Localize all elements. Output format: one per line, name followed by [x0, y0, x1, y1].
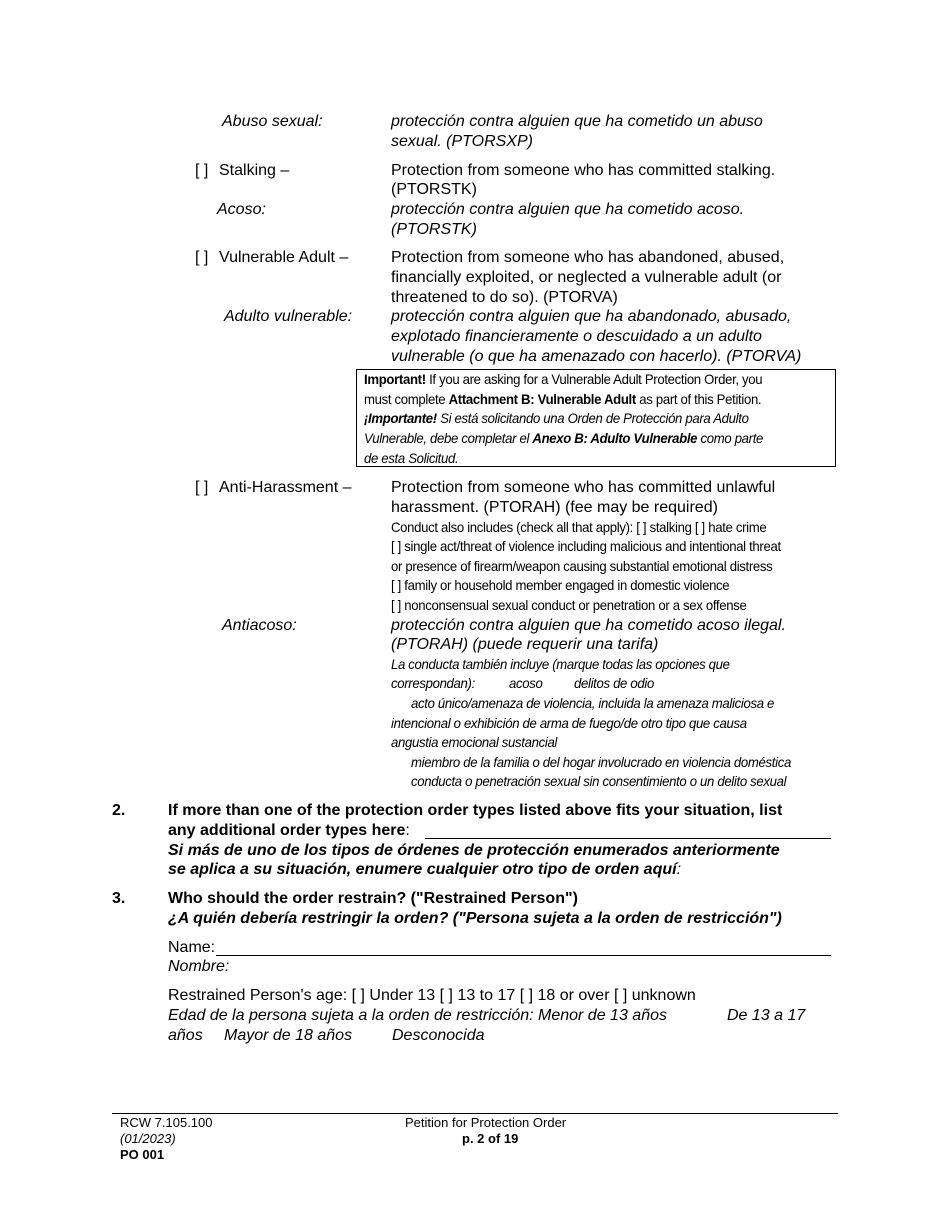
- adulto-vulnerable-anexo-label: Adulto Vulnerable: [590, 430, 698, 446]
- anti-harassment-checkbox[interactable]: [ ]: [195, 479, 209, 496]
- q2-number: 2.: [112, 802, 126, 819]
- important-en-2e: as part of this Petition.: [635, 391, 762, 407]
- vulnerable-adult-desc-1: Protection from someone who has abandoned, abused,: [391, 249, 785, 266]
- important-es-2a: Vulnerable, debe completar el: [364, 430, 533, 446]
- footer-rcw: RCW 7.105.100: [120, 1115, 213, 1130]
- vulnerable-adult-desc-2: financially exploited, or neglected a vulnerable adult (or: [391, 269, 782, 286]
- conduct-line-1[interactable]: Conduct also includes (check all that apply): [ ] stalking [ ] hate crime: [391, 519, 767, 535]
- important-es-2c: :: [583, 430, 591, 446]
- stalking-desc-1: Protection from someone who has committed stalking.: [391, 162, 776, 179]
- vulnerable-adult-es-label: Adulto vulnerable:: [224, 308, 353, 325]
- es-conduct-odio: delitos de odio: [574, 675, 654, 691]
- es-conduct-line-1: La conducta también incluye (marque todas las opciones que: [391, 656, 730, 672]
- important-en-line-2: [364, 390, 761, 410]
- attachment-b-label: Attachment B: [448, 391, 531, 407]
- footer-page-number: p. 2 of 19: [462, 1131, 519, 1146]
- anexo-b-label: Anexo B: [532, 430, 584, 446]
- footer-form-number: PO 001: [120, 1147, 165, 1162]
- sexual-abuse-es-desc-1: protección contra alguien que ha cometido un abuso: [391, 113, 763, 130]
- q3-es-1: ¿A quién debería restringir la orden? ("Persona sujeta a la orden de restricción"): [168, 910, 782, 927]
- age-es-1b: De 13 a 17: [727, 1007, 806, 1024]
- footer-title: Petition for Protection Order: [405, 1115, 567, 1130]
- vulnerable-adult-checkbox[interactable]: [ ]: [195, 249, 209, 266]
- stalking-checkbox[interactable]: [ ]: [195, 162, 209, 179]
- es-conduct-line-4: intencional o exhibición de arma de fuego/de otro tipo que causa: [391, 715, 747, 731]
- anti-harassment-desc-2: harassment. (PTORAH) (fee may be required): [391, 499, 718, 516]
- vulnerable-adult-label: Vulnerable Adult –: [219, 249, 349, 266]
- q2-line-1: If more than one of the protection order types listed above fits your situation, list: [168, 802, 783, 819]
- important-en-text-1: If you are asking for a Vulnerable Adult Protection Order, you: [425, 371, 763, 387]
- es-conduct-acoso: acoso: [509, 675, 543, 691]
- q2-es-1: Si más de uno de los tipos de órdenes de protección enumerados anteriormente: [168, 842, 780, 859]
- important-es-line-3: de esta Solicitud.: [364, 450, 459, 466]
- q3-number: 3.: [112, 890, 126, 907]
- stalking-es-label: Acoso:: [217, 201, 266, 218]
- stalking-es-desc-1: protección contra alguien que ha cometido acoso.: [391, 201, 745, 218]
- name-label: Name:: [168, 939, 216, 956]
- vulnerable-adult-desc-3: threatened to do so). (PTORVA): [391, 289, 618, 306]
- conduct-line-5[interactable]: [ ] nonconsensual sexual conduct or penetration or a sex offense: [391, 597, 747, 613]
- vulnerable-adult-es-desc-3: vulnerable (o que ha amenazado con hacerlo). (PTORVA): [391, 348, 802, 365]
- important-en-line-1: [364, 370, 762, 390]
- q2-es-2-colon: :: [676, 861, 682, 878]
- es-conduct-line-6: miembro de la familia o del hogar involucrado en violencia doméstica: [411, 754, 791, 770]
- q2-answer-line[interactable]: [425, 838, 831, 839]
- q2-line-2: [168, 821, 410, 841]
- conduct-line-2[interactable]: [ ] single act/threat of violence including malicious and intentional threat: [391, 538, 781, 554]
- age-es-2a: años: [168, 1027, 203, 1044]
- es-conduct-line-5: angustia emocional sustancial: [391, 734, 558, 750]
- age-es-2c: Desconocida: [392, 1027, 485, 1044]
- es-conduct-line-3: acto único/amenaza de violencia, incluida la amenaza maliciosa e: [411, 695, 775, 711]
- important-es-bold: ¡Importante!: [364, 410, 437, 426]
- anti-harassment-es-label: Antiacoso:: [222, 617, 297, 634]
- footer-date: (01/2023): [120, 1131, 176, 1146]
- vulnerable-adult-attachment-label: Vulnerable Adult: [537, 391, 636, 407]
- q2-es-2: [168, 860, 681, 880]
- age-es-1a: Edad de la persona sujeta a la orden de restricción: Menor de 13 años: [168, 1007, 667, 1024]
- age-line[interactable]: Restrained Person's age: [ ] Under 13 [ ] 13 to 17 [ ] 18 or over [ ] unknown: [168, 987, 696, 1004]
- footer-divider: [112, 1113, 838, 1114]
- stalking-es-desc-2: (PTORSTK): [391, 221, 477, 238]
- important-es-text-1: Si está solicitando una Orden de Protección para Adulto: [436, 410, 749, 426]
- anti-harassment-label: Anti-Harassment –: [219, 479, 352, 496]
- es-conduct-line-7: conducta o penetración sexual sin consentimiento o un delito sexual: [411, 773, 787, 789]
- important-en-bold: Important!: [364, 371, 426, 387]
- q2-line-2-text: any additional order types here: [168, 822, 406, 839]
- important-es-2e: como parte: [697, 430, 764, 446]
- q2-line-2-colon: :: [405, 822, 410, 839]
- stalking-desc-2: (PTORSTK): [391, 181, 477, 198]
- anti-harassment-es-desc-2: (PTORAH) (puede requerir una tarifa): [391, 636, 659, 653]
- important-es-line-2: [364, 429, 763, 449]
- sexual-abuse-es-desc-2: sexual. (PTORSXP): [391, 133, 533, 150]
- conduct-line-4[interactable]: [ ] family or household member engaged in domestic violence: [391, 577, 730, 593]
- name-input-line[interactable]: [216, 955, 831, 956]
- important-es-line-1: [364, 409, 749, 429]
- age-es-2b: Mayor de 18 años: [224, 1027, 353, 1044]
- vulnerable-adult-es-desc-2: explotado financieramente o descuidado a un adulto: [391, 328, 762, 345]
- important-en-2a: must complete: [364, 391, 449, 407]
- conduct-line-3: or presence of firearm/weapon causing substantial emotional distress: [391, 558, 773, 574]
- q3-line-1: Who should the order restrain? ("Restrained Person"): [168, 890, 578, 907]
- vulnerable-adult-es-desc-1: protección contra alguien que ha abandonado, abusado,: [391, 308, 792, 325]
- name-es-label: Nombre:: [168, 958, 230, 975]
- important-en-2c: :: [530, 391, 538, 407]
- es-conduct-line-2a: correspondan):: [391, 675, 475, 691]
- q2-es-2-text: se aplica a su situación, enumere cualquier otro tipo de orden aquí: [168, 861, 677, 878]
- anti-harassment-es-desc-1: protección contra alguien que ha cometido acoso ilegal.: [391, 617, 786, 634]
- sexual-abuse-es-label: Abuso sexual:: [222, 113, 323, 130]
- stalking-label: Stalking –: [219, 162, 290, 179]
- anti-harassment-desc-1: Protection from someone who has committed unlawful: [391, 479, 776, 496]
